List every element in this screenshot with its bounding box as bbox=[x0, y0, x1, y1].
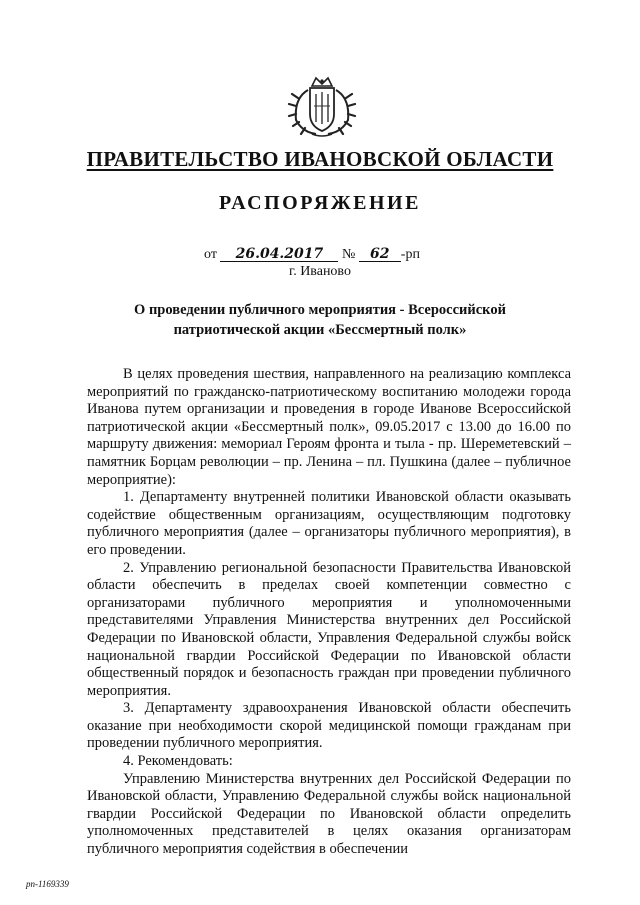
ivanovo-coat-of-arms-icon bbox=[286, 76, 358, 138]
paragraph-4: 4. Рекомендовать: bbox=[123, 753, 233, 770]
handwritten-number: 62 bbox=[359, 247, 401, 262]
paragraph-4-text: Управлению Министерства внутренних дел Российской Федерации по Ивановской области, Управлению Федеральной службы войск национальной гвардии Российской Федерации по Ивановской области определить уполномоченных представителей в целях оказания организаторам публичного мероприятия содействия в обеспечении bbox=[87, 770, 571, 858]
government-title: ПРАВИТЕЛЬСТВО ИВАНОВСКОЙ ОБЛАСТИ bbox=[86, 147, 554, 171]
paragraph-3: 3. Департаменту здравоохранения Ивановской области обеспечить оказание при необходимости скорой медицинской помощи гражданам при проведении публичного мероприятия. bbox=[87, 700, 571, 752]
number-suffix: -рп bbox=[400, 247, 420, 262]
handwritten-date: 26.04.2017 bbox=[220, 247, 338, 262]
number-sign: № bbox=[341, 247, 356, 262]
document-type: РАСПОРЯЖЕНИЕ bbox=[219, 192, 421, 214]
paragraph-preamble: В целях проведения шествия, направленного на реализацию комплекса мероприятий по гражданско-патриотическому воспитанию молодежи города Иванова путем организации и проведения в городе Иванове Всероссийской патриотической акции «Бессмертный полк», 09.05.2017 с 13.00 до 16.00 по маршруту движения: мемориал Героям фронта и тыла - пр. Шереметевский – памятник Борцам революции – пр. Ленина – пл. Пушкина (далее – публичное мероприятие): bbox=[87, 366, 571, 488]
paragraph-1: 1. Департаменту внутренней политики Ивановской области оказывать содействие общественным организациям, осуществляющим подготовку публичного мероприятия (далее – организаторы публичного мероприятия), в его проведении. bbox=[87, 489, 571, 558]
registration-line bbox=[204, 247, 420, 263]
date-prefix: от bbox=[204, 247, 217, 262]
subject-line-2: патриотической акции «Бессмертный полк» bbox=[173, 322, 467, 338]
subject-line-1: О проведении публичного мероприятия - Всероссийской bbox=[134, 302, 506, 318]
paragraph-2: 2. Управлению региональной безопасности Правительства Ивановской области обеспечить в пределах своей компетенции совместно с организаторами публичного мероприятия и уполномоченными представителями Управления Министерства внутренних дел Российской Федерации по Ивановской области, Управления Федеральной службы войск национальной гвардии Российской Федерации по Ивановской области общественный порядок и безопасность граждан при проведении публичного мероприятия. bbox=[87, 559, 571, 699]
document-body bbox=[87, 366, 571, 859]
document-subject bbox=[120, 300, 520, 340]
city: г. Иваново bbox=[289, 264, 351, 279]
document-code: рп-1169339 bbox=[26, 879, 69, 889]
